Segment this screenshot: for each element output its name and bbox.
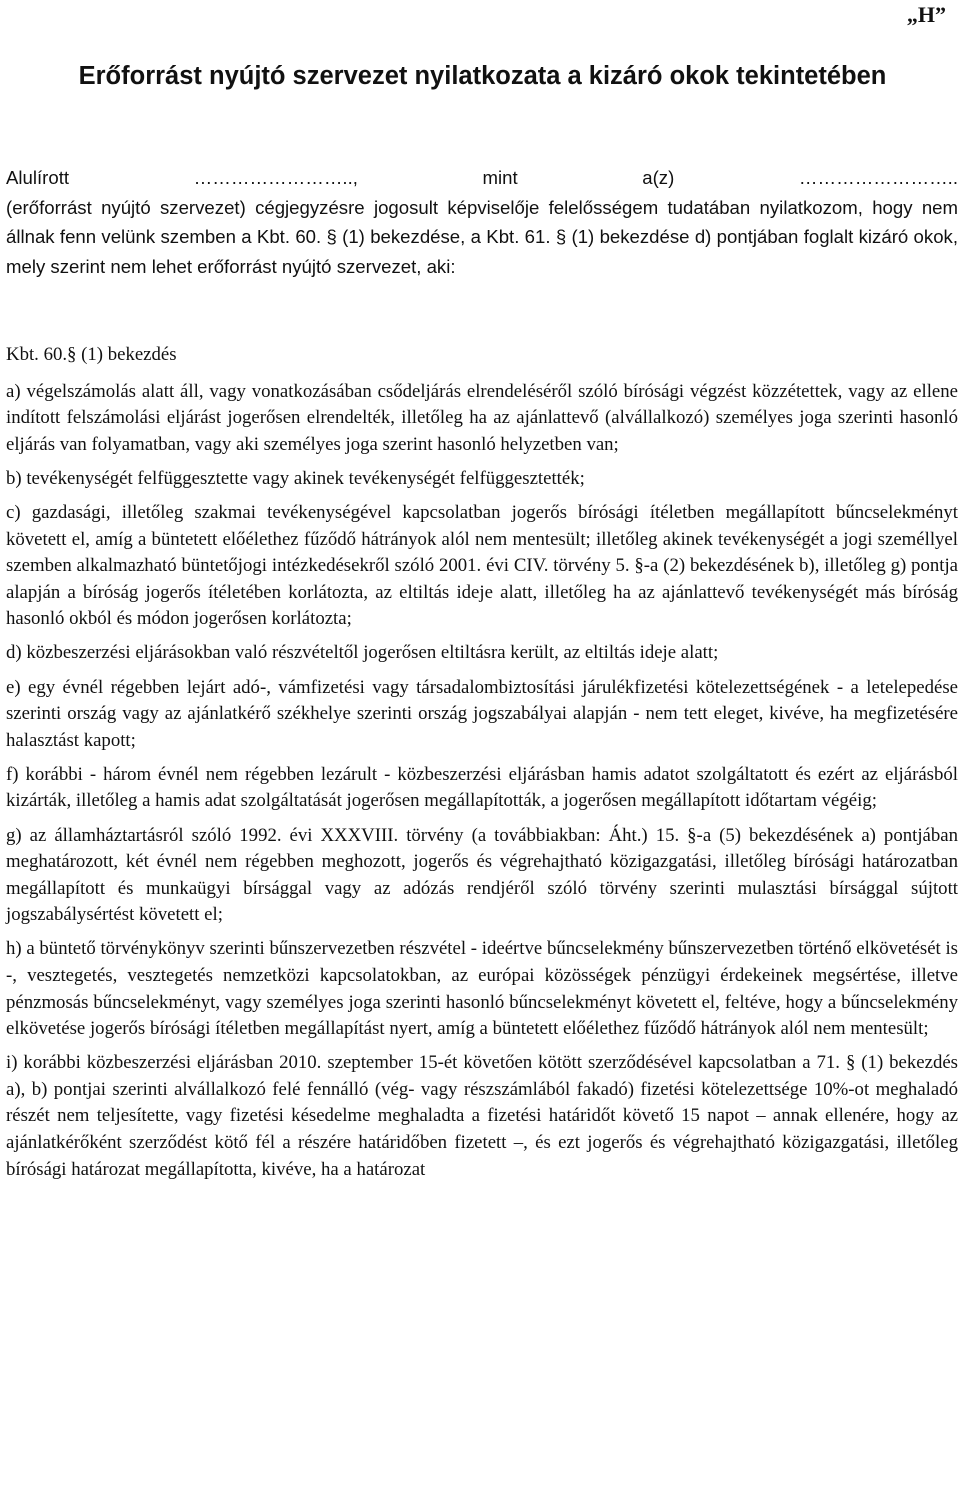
section-heading: Kbt. 60.§ (1) bekezdés <box>6 344 177 365</box>
document-title: Erőforrást nyújtó szervezet nyilatkozata a kizáró okok tekintetében <box>78 62 887 90</box>
intro-text: (erőforrást nyújtó szervezet) cégjegyzésre jogosult képviselője felelősségem tudatában nyilatkozom, hogy nem állnak fenn velünk szemben a Kbt. 60. § (1) bekezdése, a Kbt. 61. § (1) bekezdése d) pontjában foglalt kizáró okok, mely szerint nem lehet erőforrást nyújtó szervezet, aki: <box>6 196 958 277</box>
document-body <box>6 342 958 1191</box>
intro-paragraph <box>6 163 958 281</box>
clause-a: a) végelszámolás alatt áll, vagy vonatkozásában csődeljárás elrendeléséről szóló bírósági végzést közzétettek, vagy az ellene indított felszámolási eljárást jogerősen elrendelték, illetőleg ha az ajánlattevő (alvállalkozó) személyes joga szerinti hasonló eljárás van folyamatban, vagy aki személyes joga szerint hasonló helyzetben van; <box>6 380 958 455</box>
clause-b: b) tevékenységét felfüggesztette vagy akinek tevékenységét felfüggesztették; <box>6 467 585 489</box>
clause-f: f) korábbi - három évnél nem régebben lezárult - közbeszerzési eljárásban hamis adatot szolgáltatott és ezért az eljárásból kizárták, illetőleg a hamis adat szolgáltatását jogerősen megállapították, a jogerősen megállapított időtartam végéig; <box>6 763 958 812</box>
intro-word-mint: mint <box>482 167 518 188</box>
clause-d: d) közbeszerzési eljárásokban való részvételtől jogerősen eltiltásra került, az eltiltás ideje alatt; <box>6 642 719 664</box>
organization-blank: …………………….. <box>798 167 958 188</box>
name-blank: …………………….., <box>193 167 358 188</box>
intro-first-line <box>6 163 958 193</box>
annex-mark: „H” <box>906 2 946 27</box>
clause-e: e) egy évnél régebben lejárt adó-, vámfizetési vagy társadalombiztosítási járulékfizetési kötelezettségének - a letelepedése szerinti ország vagy az ajánlatkérő székhelye szerinti ország jogszabályai alapján - nem tett eleget, kivéve, ha megfizetésére halasztást kapott; <box>6 676 958 751</box>
clause-i: i) korábbi közbeszerzési eljárásban 2010. szeptember 15-ét követően kötött szerződésével kapcsolatban a 71. § (1) bekezdés a), b) pontjai szerinti alvállalkozó felé fennálló (vég- vagy részszámlából fakadó) fizetési kötelezettsége 10%-ot meghaladó részét nem teljesítette, vagy fizetési késedelme meghaladta a fizetési határidőt követő 15 napot – annak ellenére, hogy az ajánlatkérőként szerződést kötő fél a részére határidőben fizetett –, és ezt jogerős és végrehajtható közigazgatási, illetőleg bírósági határozat megállapította, kivéve, ha a határozat <box>6 1052 958 1180</box>
intro-word-az: a(z) <box>642 167 675 188</box>
clause-c: c) gazdasági, illetőleg szakmai tevékenységével kapcsolatban jogerős bírósági ítéletben megállapított bűncselekményt követett el, amíg a büntetett előélethez fűződő hátrányok alól nem mentesült; illetőleg akinek tevékenységét a jogi személlyel szemben alkalmazható büntetőjogi intézkedésekről szóló 2001. évi CIV. törvény 5. §-a (2) bekezdésének b), illetőleg g) pontja alapján a bíróság jogerős ítéletében korlátozta, az eltiltás ideje alatt, illetőleg ha az ajánlattevő tevékenységét más bíróság hasonló okból és módon jogerősen korlátozta; <box>6 501 958 630</box>
intro-word-alulirott: Alulírott <box>6 167 70 188</box>
clause-h: h) a büntető törvénykönyv szerinti bűnszervezetben részvétel - ideértve bűncselekmény bűnszervezetben történő elkövetését is -, vesztegetés, vesztegetés nemzetközi kapcsolatokban, az európai közösségek pénzügyi érdekeinek megsértése, illetve pénzmosás bűncselekményt, vagy személyes joga szerinti hasonló bűncselekményt követett el, feltéve, hogy a bűncselekmény elkövetése jogerős bírósági ítéletben megállapítást nyert, amíg a büntetett előélethez fűződő hátrányok alól nem mentesült; <box>6 938 958 1040</box>
clause-g: g) az államháztartásról szóló 1992. évi XXXVIII. törvény (a továbbiakban: Áht.) 15. §-a (5) bekezdésének a) pontjában meghatározott, két évnél nem régebben meghozott, jogerős és végrehajtható közigazgatási, illetőleg bírósági határozatban megállapított és munkaügyi bírsággal vagy az adózás rendjéről szóló törvény szerinti mulasztási bírsággal sújtott jogszabálysértést követett el; <box>6 824 958 926</box>
